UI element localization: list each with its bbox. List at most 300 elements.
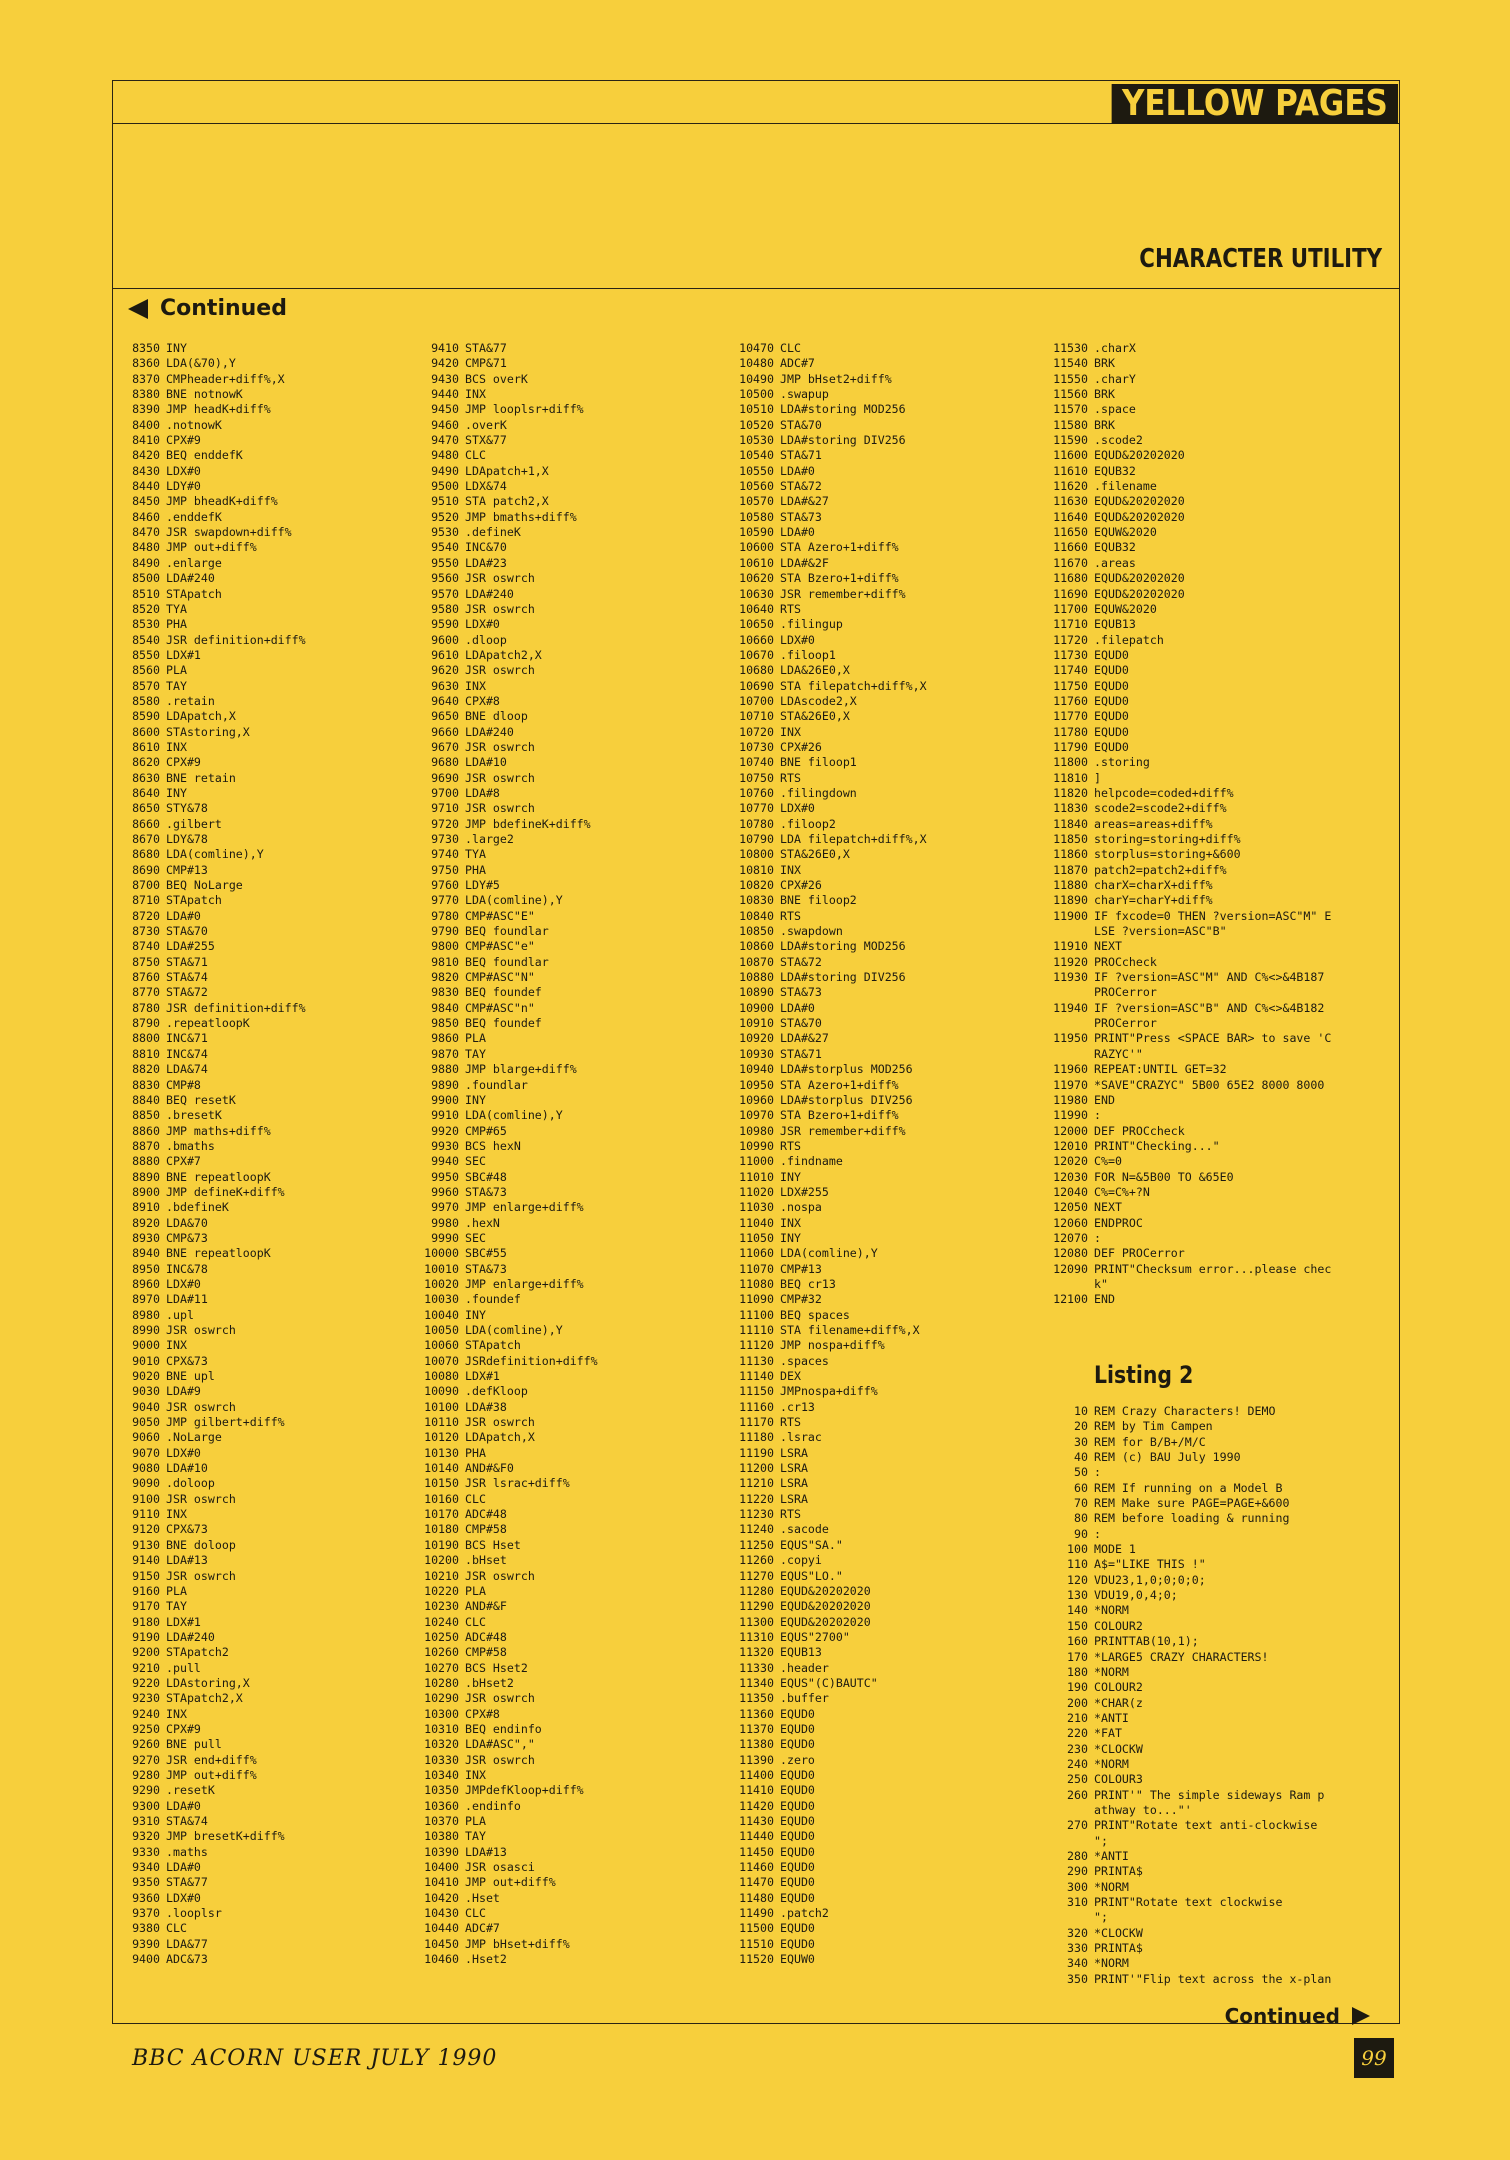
code-line: [1034, 1185, 1331, 1200]
line-code: STA&70: [780, 1016, 822, 1031]
code-line: [106, 1492, 306, 1507]
line-code: LDApatch,X: [166, 709, 236, 724]
line-code: .looplsr: [166, 1906, 222, 1921]
line-code: SEC: [465, 1230, 486, 1245]
line-code: LSRA: [780, 1476, 808, 1491]
code-line: [1034, 1972, 1331, 1987]
line-code: EQUD0: [780, 1844, 815, 1859]
line-number: 11170: [739, 1415, 774, 1430]
line-number: 9910: [431, 1108, 459, 1123]
line-code: DEX: [780, 1369, 801, 1384]
line-code: CMP#ASC"n": [465, 1000, 535, 1015]
line-code: PRINT"Rotate text anti-clockwise: [1094, 1818, 1318, 1833]
line-number: 10680: [739, 663, 774, 678]
code-line: [405, 1799, 598, 1814]
code-line: [106, 771, 306, 786]
code-line: [1034, 663, 1331, 678]
code-line: [106, 1829, 306, 1844]
line-number: 11950: [1053, 1031, 1088, 1046]
line-code: CMPheader+diff%,X: [166, 371, 285, 386]
line-number: 10050: [424, 1323, 459, 1337]
line-code: EQUS"LO.": [780, 1568, 843, 1583]
code-line: [720, 387, 927, 402]
code-line: [1034, 893, 1331, 908]
line-code: STA&77: [465, 341, 507, 355]
line-code: PRINT"Press <SPACE BAR> to save 'C: [1094, 1031, 1332, 1046]
code-line: [106, 878, 306, 893]
line-number: 11900: [1053, 908, 1088, 923]
line-code: END: [1094, 1092, 1115, 1107]
code-line: [1034, 571, 1331, 586]
line-number: 11030: [739, 1200, 774, 1215]
line-code: *ANTI: [1094, 1710, 1129, 1725]
code-line: [405, 1492, 598, 1507]
line-number: 10780: [739, 816, 774, 831]
line-number: 8380: [132, 387, 160, 402]
line-code: .nospa: [780, 1200, 822, 1215]
line-code: LDA#&27: [780, 1031, 829, 1046]
code-line: [720, 694, 927, 709]
line-number: 8480: [132, 540, 160, 555]
line-code: JMP maths+diff%: [166, 1123, 271, 1138]
line-code: STA Bzero+1+diff%: [780, 571, 899, 586]
line-number: 10270: [424, 1660, 459, 1675]
line-code: .large2: [465, 832, 514, 846]
code-line: [720, 1569, 927, 1584]
code-line: [106, 372, 306, 387]
line-number: 8680: [132, 847, 160, 862]
line-number: 8880: [132, 1154, 160, 1169]
code-line: [1034, 1880, 1331, 1895]
line-code: JSR oswrch: [465, 571, 535, 586]
code-line: [405, 1308, 598, 1323]
line-code: LDA#0: [780, 1000, 815, 1015]
line-number: 8990: [132, 1323, 160, 1337]
line-code: STA Bzero+1+diff%: [780, 1108, 899, 1123]
line-code: BEQ endinfo: [465, 1721, 542, 1736]
line-number: 10260: [424, 1645, 459, 1660]
continued-top: [128, 296, 287, 321]
line-number: 9070: [132, 1445, 160, 1460]
code-line: [1034, 1849, 1331, 1864]
code-line: [106, 617, 306, 632]
line-number: 290: [1067, 1864, 1088, 1879]
line-number: 9840: [431, 1000, 459, 1015]
line-code: INX: [465, 678, 486, 693]
code-line: [1034, 1450, 1331, 1465]
code-line: [720, 1016, 927, 1031]
line-number: 11350: [739, 1691, 774, 1706]
line-code: RTS: [780, 770, 801, 785]
line-number: 11010: [739, 1169, 774, 1184]
line-number: 8390: [132, 402, 160, 417]
line-code: BNE filoop2: [780, 893, 857, 908]
line-number: 8860: [132, 1123, 160, 1138]
line-number: 10890: [739, 985, 774, 1000]
code-line: [1034, 510, 1331, 525]
line-code: REM (c) BAU July 1990: [1094, 1450, 1241, 1465]
line-code: PLA: [465, 1031, 486, 1046]
code-line: [405, 1016, 598, 1031]
line-code: .Hset2: [465, 1952, 507, 1967]
code-line: [1034, 755, 1331, 770]
line-number: 10170: [424, 1507, 459, 1522]
line-number: 8930: [132, 1230, 160, 1245]
code-line: [106, 1599, 306, 1614]
code-line: [720, 1108, 927, 1123]
line-code: COLOUR2: [1094, 1618, 1143, 1633]
code-line: [720, 1446, 927, 1461]
code-line: [106, 433, 306, 448]
code-line: [106, 448, 306, 463]
line-number: 8490: [132, 555, 160, 570]
line-number: 11820: [1053, 785, 1088, 800]
code-line: [106, 801, 306, 816]
line-code: EQUD&20202020: [1094, 494, 1185, 509]
code-line: [405, 909, 598, 924]
code-line: [405, 847, 598, 862]
line-number: 8700: [132, 878, 160, 893]
line-number: 11110: [739, 1323, 774, 1337]
code-line: [1034, 1200, 1331, 1215]
code-line: [106, 1308, 306, 1323]
code-line: [405, 433, 598, 448]
line-code: .dloop: [465, 632, 507, 647]
code-line: [1034, 1170, 1331, 1185]
line-code: JMP out+diff%: [465, 1875, 556, 1890]
line-code: LDA#23: [465, 555, 507, 570]
line-number: 10190: [424, 1537, 459, 1552]
line-code: LDX#0: [465, 617, 500, 632]
line-code: JSR osasci: [465, 1860, 535, 1875]
code-line: [1034, 924, 1331, 939]
line-code: EQUD0: [1094, 724, 1129, 739]
code-line: [405, 1845, 598, 1860]
code-line: [1034, 1277, 1331, 1292]
line-number: 200: [1067, 1695, 1088, 1710]
line-code: IF fxcode=0 THEN ?version=ASC"M" E: [1094, 908, 1332, 923]
code-line: [405, 786, 598, 801]
line-code: .filename: [1094, 479, 1157, 494]
code-line: [405, 1906, 598, 1921]
line-number: 10350: [424, 1783, 459, 1798]
line-code: INC&70: [465, 540, 507, 555]
line-code: *CLOCKW: [1094, 1925, 1143, 1940]
code-line: [106, 985, 306, 1000]
code-line: [720, 1615, 927, 1630]
line-code: BNE notnowK: [166, 387, 243, 402]
line-number: 11830: [1053, 801, 1088, 816]
code-line: [405, 970, 598, 985]
line-code: INY: [780, 1169, 801, 1184]
code-line: [1034, 1742, 1331, 1757]
line-code: JSR oswrch: [166, 1568, 236, 1583]
line-number: 10390: [424, 1844, 459, 1859]
line-number: 8420: [132, 448, 160, 463]
line-number: 11840: [1053, 816, 1088, 831]
code-line: [106, 1553, 306, 1568]
line-code: .NoLarge: [166, 1430, 222, 1445]
line-code: CPX#7: [166, 1154, 201, 1169]
line-number: 190: [1067, 1680, 1088, 1695]
line-code: JSR oswrch: [465, 1691, 535, 1706]
line-number: 9820: [431, 970, 459, 985]
code-line: [106, 694, 306, 709]
code-line: [1034, 602, 1331, 617]
line-number: 9090: [132, 1476, 160, 1491]
line-code: STA&71: [780, 1046, 822, 1061]
line-number: 12080: [1053, 1246, 1088, 1261]
line-code: INY: [465, 1092, 486, 1107]
line-number: 10750: [739, 770, 774, 785]
header-rule: [113, 288, 1399, 289]
line-code: INX: [166, 1507, 187, 1522]
code-line: [405, 863, 598, 878]
line-code: EQUD0: [780, 1829, 815, 1844]
line-code: EQUD0: [780, 1721, 815, 1736]
code-line: [106, 556, 306, 571]
line-number: 12030: [1053, 1169, 1088, 1184]
line-code: BNE doloop: [166, 1537, 236, 1552]
line-code: LDA filepatch+diff%,X: [780, 832, 927, 846]
code-line: [720, 464, 927, 479]
line-number: 9950: [431, 1169, 459, 1184]
publication-footer: BBC ACORN USER JULY 1990: [132, 2046, 498, 2071]
line-number: 8900: [132, 1184, 160, 1199]
line-number: 11150: [739, 1384, 774, 1399]
code-line: [1034, 1803, 1331, 1818]
code-line: [720, 847, 927, 862]
line-code: REM Crazy Characters! DEMO: [1094, 1404, 1276, 1418]
line-code: .charY: [1094, 371, 1136, 386]
line-number: 10470: [739, 341, 774, 355]
code-line: [106, 1753, 306, 1768]
code-line: [405, 1292, 598, 1307]
line-code: STA&70: [166, 924, 208, 939]
line-code: LDAstoring,X: [166, 1675, 250, 1690]
line-code: LDX#255: [780, 1184, 829, 1199]
line-number: 10530: [739, 433, 774, 448]
code-line: [720, 1047, 927, 1062]
code-line: [720, 817, 927, 832]
line-code: ENDPROC: [1094, 1215, 1143, 1230]
line-code: .upl: [166, 1307, 194, 1322]
code-line: [106, 663, 306, 678]
line-code: AND#&F: [465, 1599, 507, 1614]
code-line: [106, 817, 306, 832]
line-code: PRINT"Rotate text clockwise: [1094, 1895, 1283, 1909]
line-code: EQUB32: [1094, 540, 1136, 555]
line-number: 10220: [424, 1583, 459, 1598]
line-code: storplus=storing+&600: [1094, 847, 1241, 862]
line-number: 10430: [424, 1906, 459, 1921]
left-arrow-icon: [128, 299, 148, 319]
listing-2-code: [1034, 1404, 1331, 1987]
line-code: JSR end+diff%: [166, 1752, 257, 1767]
line-number: 9830: [431, 985, 459, 1000]
line-code: IF ?version=ASC"M" AND C%<>&4B187: [1094, 970, 1325, 985]
line-number: 8660: [132, 816, 160, 831]
line-number: 8440: [132, 479, 160, 494]
code-line: [1034, 1726, 1331, 1741]
line-number: 9250: [132, 1721, 160, 1736]
code-line: [720, 1430, 927, 1445]
line-number: 8810: [132, 1046, 160, 1061]
line-number: 250: [1067, 1772, 1088, 1787]
line-code: SBC#55: [465, 1246, 507, 1261]
continued-bottom: [1225, 2004, 1370, 2028]
code-line: [106, 1216, 306, 1231]
line-code: STA&74: [166, 1814, 208, 1828]
line-number: 8720: [132, 908, 160, 923]
code-line: [106, 1722, 306, 1737]
line-number: 8410: [132, 433, 160, 448]
code-line: [1034, 740, 1331, 755]
line-code: CMP#13: [166, 862, 208, 877]
line-number: 11000: [739, 1154, 774, 1169]
line-number: 9470: [431, 433, 459, 448]
code-line: [720, 1937, 927, 1952]
line-code: INX: [780, 724, 801, 739]
line-number: 11870: [1053, 862, 1088, 877]
line-number: 9710: [431, 801, 459, 816]
line-code: ADC#48: [465, 1629, 507, 1644]
code-line: [106, 1338, 306, 1353]
line-code: JMP bHset2+diff%: [780, 371, 892, 386]
line-number: 10810: [739, 862, 774, 877]
code-line: [720, 740, 927, 755]
line-code: PHA: [166, 617, 187, 632]
line-code: .filingup: [780, 617, 843, 632]
line-number: 11560: [1053, 387, 1088, 402]
line-number: 10020: [424, 1276, 459, 1291]
line-number: 9920: [431, 1123, 459, 1138]
code-line: [1034, 387, 1331, 402]
line-code: ADC#7: [465, 1921, 500, 1936]
line-code: BEQ foundlar: [465, 924, 549, 939]
line-number: 11050: [739, 1230, 774, 1245]
line-code: *NORM: [1094, 1956, 1129, 1971]
line-code: INY: [166, 785, 187, 800]
line-number: 40: [1074, 1450, 1088, 1465]
line-code: INY: [780, 1230, 801, 1245]
line-code: LDA#0: [166, 1860, 201, 1875]
line-code: .bHset2: [465, 1675, 514, 1690]
line-code: LDA#8: [465, 785, 500, 800]
code-line: [405, 617, 598, 632]
code-line: [405, 633, 598, 648]
code-line: [1034, 1772, 1331, 1787]
line-number: 12050: [1053, 1200, 1088, 1215]
line-code: LDA#&27: [780, 494, 829, 509]
line-code: CMP&71: [465, 356, 507, 371]
line-number: 11190: [739, 1445, 774, 1460]
code-line: [106, 1047, 306, 1062]
code-line: [405, 1185, 598, 1200]
code-line: [405, 1139, 598, 1154]
code-line: [1034, 1108, 1331, 1123]
code-line: [106, 740, 306, 755]
code-line: [720, 494, 927, 509]
line-number: 9130: [132, 1537, 160, 1552]
code-line: [405, 402, 598, 417]
line-code: JMP defineK+diff%: [166, 1184, 285, 1199]
code-line: [405, 372, 598, 387]
code-line: [106, 847, 306, 862]
code-line: [720, 1031, 927, 1046]
code-line: [106, 970, 306, 985]
line-number: 9810: [431, 954, 459, 969]
line-number: 10590: [739, 525, 774, 540]
line-code: STA&73: [780, 509, 822, 524]
line-number: 10230: [424, 1599, 459, 1614]
line-code: EQUB13: [1094, 617, 1136, 632]
code-line: [1034, 725, 1331, 740]
line-code: JMP looplsr+diff%: [465, 402, 584, 417]
line-code: LDA(comline),Y: [780, 1246, 878, 1261]
line-code: JMP bdefineK+diff%: [465, 816, 591, 831]
line-number: 9390: [132, 1936, 160, 1951]
code-line: [405, 679, 598, 694]
code-line: [405, 1707, 598, 1722]
line-number: 11570: [1053, 402, 1088, 417]
line-number: 8540: [132, 632, 160, 647]
line-code: JSR lsrac+diff%: [465, 1476, 570, 1491]
line-code: JMP out+diff%: [166, 540, 257, 555]
code-line: [1034, 709, 1331, 724]
line-code: ADC&73: [166, 1952, 208, 1967]
line-code: .patch2: [780, 1906, 829, 1921]
code-line: [1034, 1093, 1331, 1108]
line-code: .bresetK: [166, 1108, 222, 1123]
line-number: 150: [1067, 1618, 1088, 1633]
line-code: .header: [780, 1660, 829, 1675]
code-line: [405, 1538, 598, 1553]
code-line: [720, 1952, 927, 1967]
code-line: [1034, 832, 1331, 847]
line-number: 9210: [132, 1660, 160, 1675]
line-number: 10650: [739, 617, 774, 632]
line-number: 10130: [424, 1445, 459, 1460]
line-code: TAY: [465, 1829, 486, 1844]
line-code: LDA#storing DIV256: [780, 970, 906, 985]
line-number: 10000: [424, 1246, 459, 1261]
line-number: 240: [1067, 1756, 1088, 1771]
line-code: INC&74: [166, 1046, 208, 1061]
code-line: [720, 1476, 927, 1491]
line-code: CLC: [465, 1906, 486, 1921]
line-number: 10880: [739, 970, 774, 985]
code-line: [720, 878, 927, 893]
code-line: [1034, 1634, 1331, 1649]
code-line: [720, 556, 927, 571]
code-line: [405, 1829, 598, 1844]
line-number: 8740: [132, 939, 160, 954]
code-line: [405, 1522, 598, 1537]
line-code: ]: [1094, 770, 1101, 785]
line-number: 30: [1074, 1434, 1088, 1449]
line-number: 70: [1074, 1496, 1088, 1511]
line-number: 320: [1067, 1925, 1088, 1940]
code-line: [720, 1599, 927, 1614]
code-line: [720, 448, 927, 463]
code-line: [1034, 464, 1331, 479]
code-line: [720, 939, 927, 954]
code-line: [1034, 1619, 1331, 1634]
code-line: [1034, 1047, 1331, 1062]
line-code: *CHAR(z: [1094, 1695, 1143, 1710]
line-number: 10970: [739, 1108, 774, 1123]
